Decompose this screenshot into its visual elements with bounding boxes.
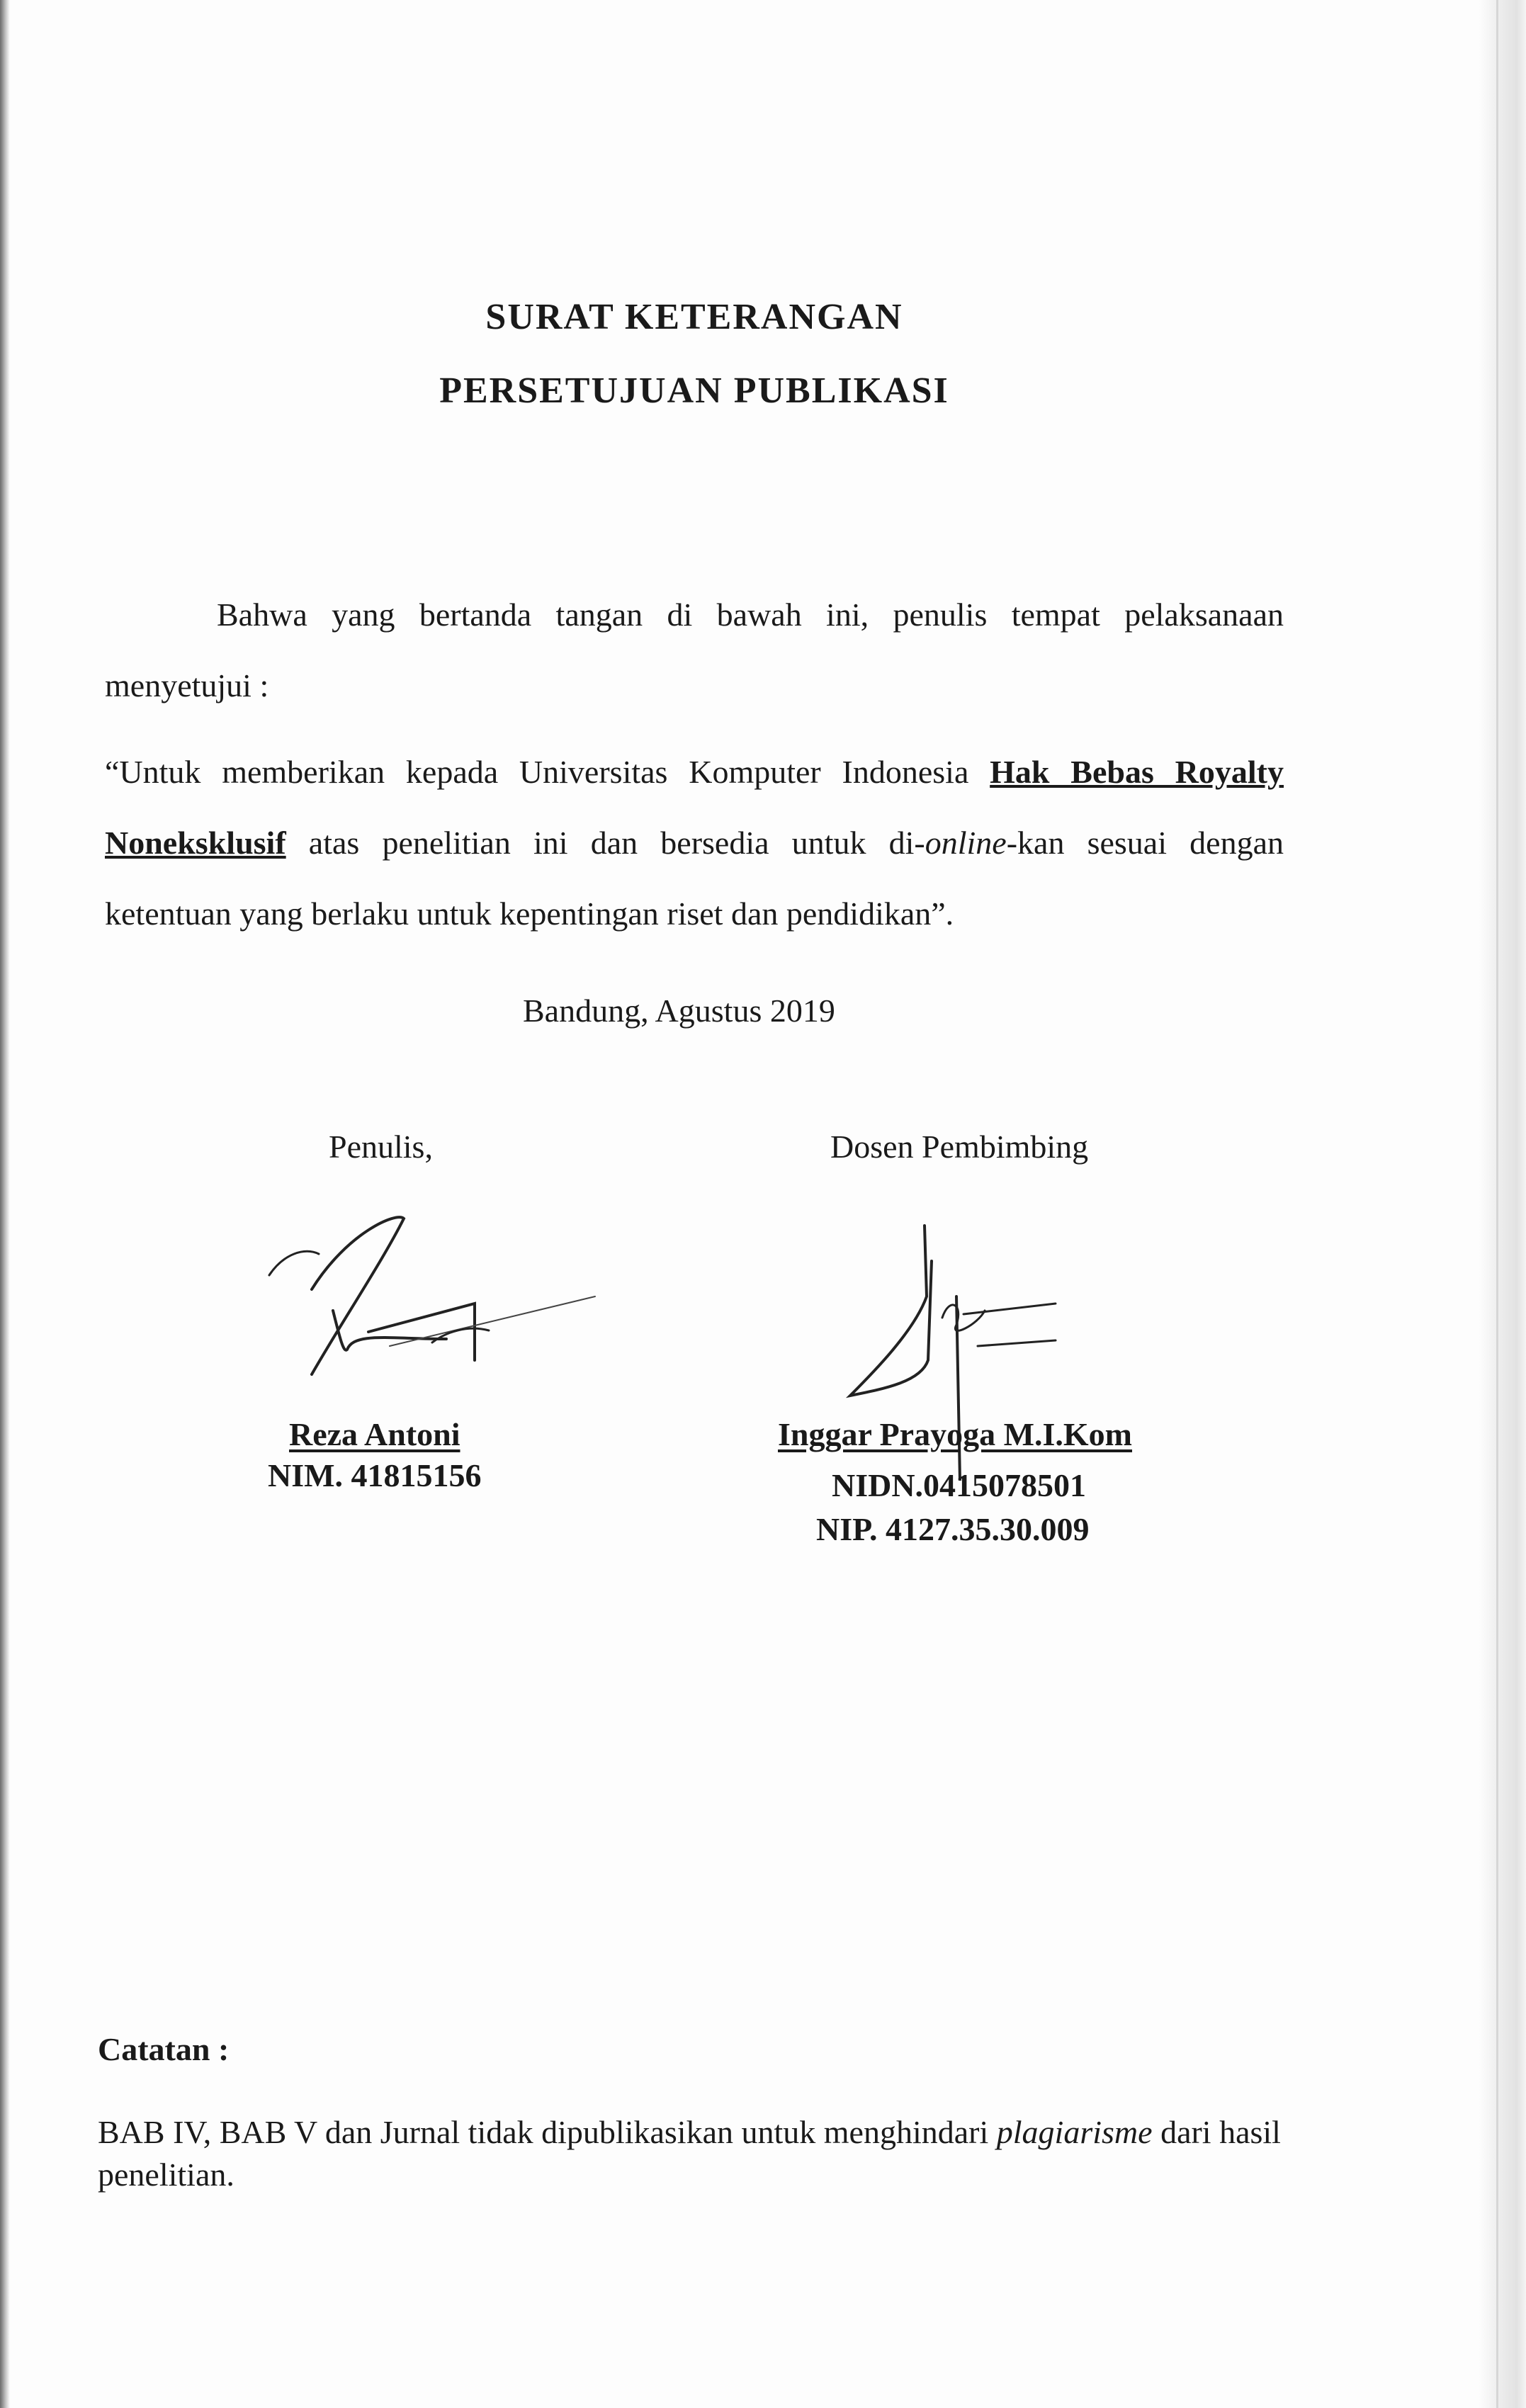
- intro-paragraph: Bahwa yang bertanda tangan di bawah ini, penulis tempat pelaksanaan menyetujui :: [105, 597, 1284, 703]
- online-italic: online: [925, 825, 1007, 861]
- royalty-free-emphasis: Hak Bebas Royalty Noneksklusif: [105, 754, 1284, 861]
- agreement-paragraph: [105, 737, 1284, 949]
- note-text-1: BAB IV, BAB V dan Jurnal tidak dipublikasikan untuk menghindari: [98, 2114, 997, 2150]
- author-role: Penulis,: [329, 1129, 433, 1165]
- document-subtitle: PERSETUJUAN PUBLIKASI: [439, 371, 949, 411]
- supervisor-nidn: NIDN.0415078501: [832, 1467, 1087, 1503]
- scan-fold-line: [1496, 0, 1498, 2408]
- plagiarism-italic: plagiarisme: [996, 2114, 1153, 2150]
- supervisor-name: Inggar Prayoga M.I.Kom: [778, 1416, 1133, 1452]
- note-text: [98, 2111, 1302, 2196]
- scan-edge-left: [0, 0, 10, 2408]
- place-and-date: Bandung, Agustus 2019: [523, 993, 835, 1029]
- supervisor-nip: NIP. 4127.35.30.009: [816, 1511, 1090, 1547]
- document-title: SURAT KETERANGAN: [485, 297, 903, 337]
- author-name: Reza Antoni: [289, 1416, 460, 1452]
- note-label: Catatan :: [98, 2031, 230, 2067]
- scan-edge-right: [1479, 0, 1526, 2408]
- agreement-text-3: -kan sesuai dengan ketentuan yang berlaku untuk kepentingan riset dan pendidikan”.: [105, 825, 1284, 932]
- agreement-text-2: atas penelitian ini dan bersedia untuk di-: [286, 825, 925, 861]
- note-text-2: dari hasil penelitian.: [98, 2114, 1281, 2193]
- supervisor-role: Dosen Pembimbing: [830, 1129, 1089, 1165]
- author-signature: [262, 1204, 602, 1389]
- author-nim: NIM. 41815156: [268, 1457, 482, 1493]
- agreement-text-1: “Untuk memberikan kepada Universitas Komputer Indonesia: [105, 754, 990, 790]
